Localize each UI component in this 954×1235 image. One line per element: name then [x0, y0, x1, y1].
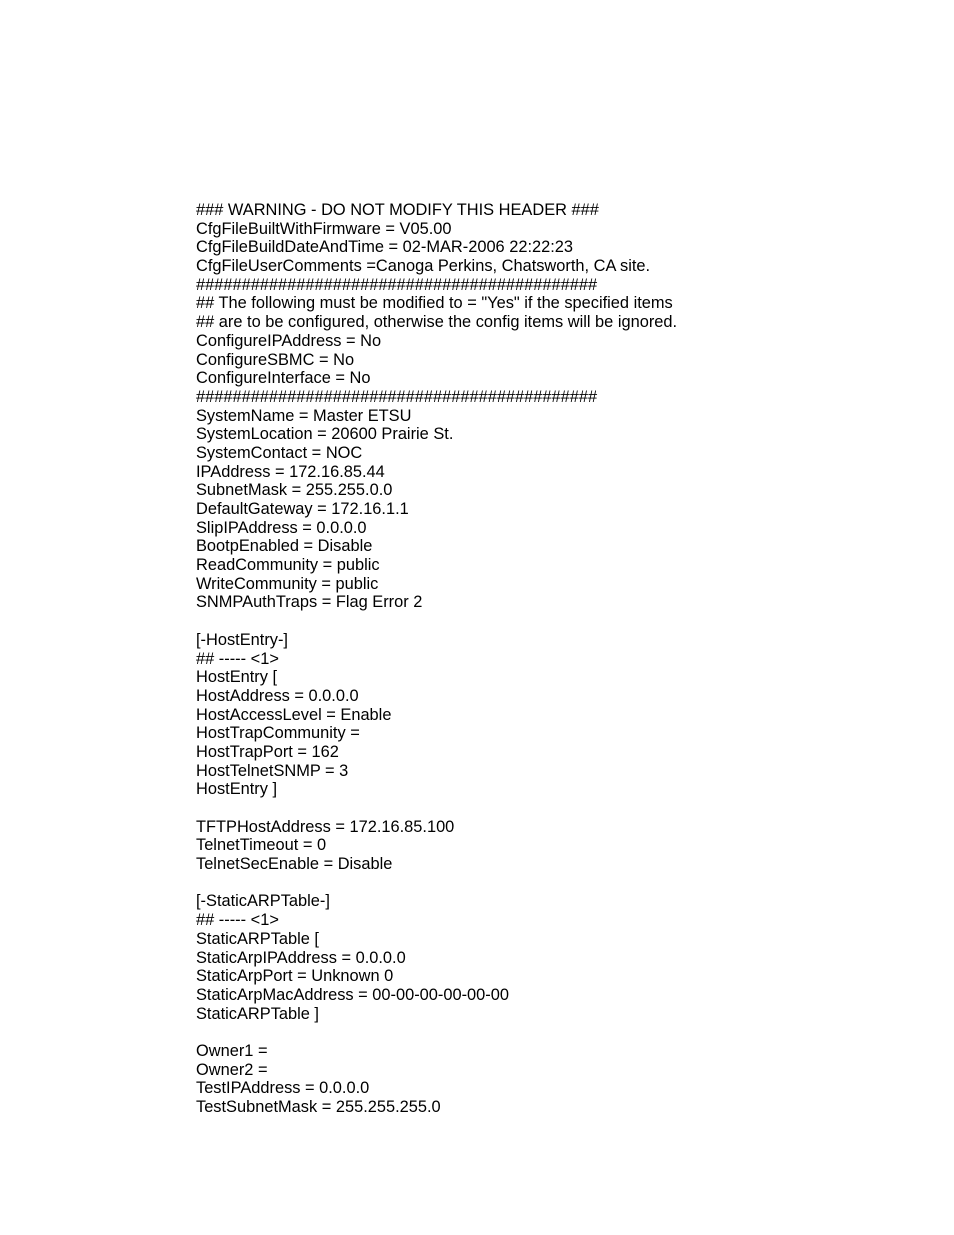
config-line: ## ----- <1> — [196, 649, 279, 668]
config-line: ConfigureInterface = No — [196, 369, 371, 388]
config-line: Owner2 = — [196, 1060, 268, 1079]
config-line: Owner1 = — [196, 1041, 268, 1060]
config-line: StaticArpIPAddress = 0.0.0.0 — [196, 948, 406, 967]
config-line: StaticARPTable ] — [196, 1004, 319, 1023]
config-line: [-HostEntry-] — [196, 630, 288, 649]
config-line: StaticARPTable [ — [196, 929, 319, 948]
config-line: SubnetMask = 255.255.0.0 — [196, 481, 393, 500]
config-line: HostAddress = 0.0.0.0 — [196, 686, 359, 705]
config-line: SNMPAuthTraps = Flag Error 2 — [196, 593, 423, 612]
config-line: TestIPAddress = 0.0.0.0 — [196, 1079, 370, 1098]
config-line: IPAddress = 172.16.85.44 — [196, 462, 385, 481]
config-line: BootpEnabled = Disable — [196, 537, 373, 556]
config-line: SystemLocation = 20600 Prairie St. — [196, 425, 454, 444]
config-line: HostTelnetSNMP = 3 — [196, 761, 349, 780]
config-line: StaticArpMacAddress = 00-00-00-00-00-00 — [196, 985, 509, 1004]
config-line: TelnetTimeout = 0 — [196, 836, 327, 855]
config-line: HostEntry [ — [196, 668, 278, 687]
config-line: HostTrapPort = 162 — [196, 742, 339, 761]
config-line: ############################################ — [196, 275, 598, 294]
config-line: CfgFileBuiltWithFirmware = V05.00 — [196, 219, 452, 238]
config-line: HostEntry ] — [196, 780, 278, 799]
blank-line — [196, 874, 677, 893]
config-line: SlipIPAddress = 0.0.0.0 — [196, 518, 367, 537]
blank-line — [196, 612, 677, 631]
config-line: SystemName = Master ETSU — [196, 406, 412, 425]
config-line: TFTPHostAddress = 172.16.85.100 — [196, 817, 455, 836]
config-line: StaticArpPort = Unknown 0 — [196, 967, 394, 986]
config-line: WriteCommunity = public — [196, 574, 379, 593]
config-line: SystemContact = NOC — [196, 443, 363, 462]
config-line: [-StaticARPTable-] — [196, 892, 330, 911]
config-line: ### WARNING - DO NOT MODIFY THIS HEADER ### — [196, 201, 599, 219]
config-line: ConfigureIPAddress = No — [196, 331, 382, 350]
config-line: ## are to be configured, otherwise the config items will be ignored. — [196, 313, 678, 332]
config-line: ConfigureSBMC = No — [196, 350, 355, 369]
blank-line — [196, 799, 677, 818]
config-line: ReadCommunity = public — [196, 556, 380, 575]
config-line: HostTrapCommunity = — [196, 724, 360, 743]
config-line: ## ----- <1> — [196, 911, 279, 930]
config-line: ## The following must be modified to = "Yes" if the specified items — [196, 294, 673, 313]
config-line: DefaultGateway = 172.16.1.1 — [196, 500, 409, 518]
config-line: HostAccessLevel = Enable — [196, 705, 392, 724]
config-line: TestSubnetMask = 255.255.255.0 — [196, 1098, 441, 1116]
config-line: ############################################ — [196, 387, 598, 406]
blank-line — [196, 1023, 677, 1042]
config-line: TelnetSecEnable = Disable — [196, 855, 393, 874]
config-line: CfgFileUserComments =Canoga Perkins, Chatsworth, CA site. — [196, 257, 651, 276]
config-line: CfgFileBuildDateAndTime = 02-MAR-2006 22:22:23 — [196, 238, 574, 257]
config-file-text — [196, 201, 677, 1117]
